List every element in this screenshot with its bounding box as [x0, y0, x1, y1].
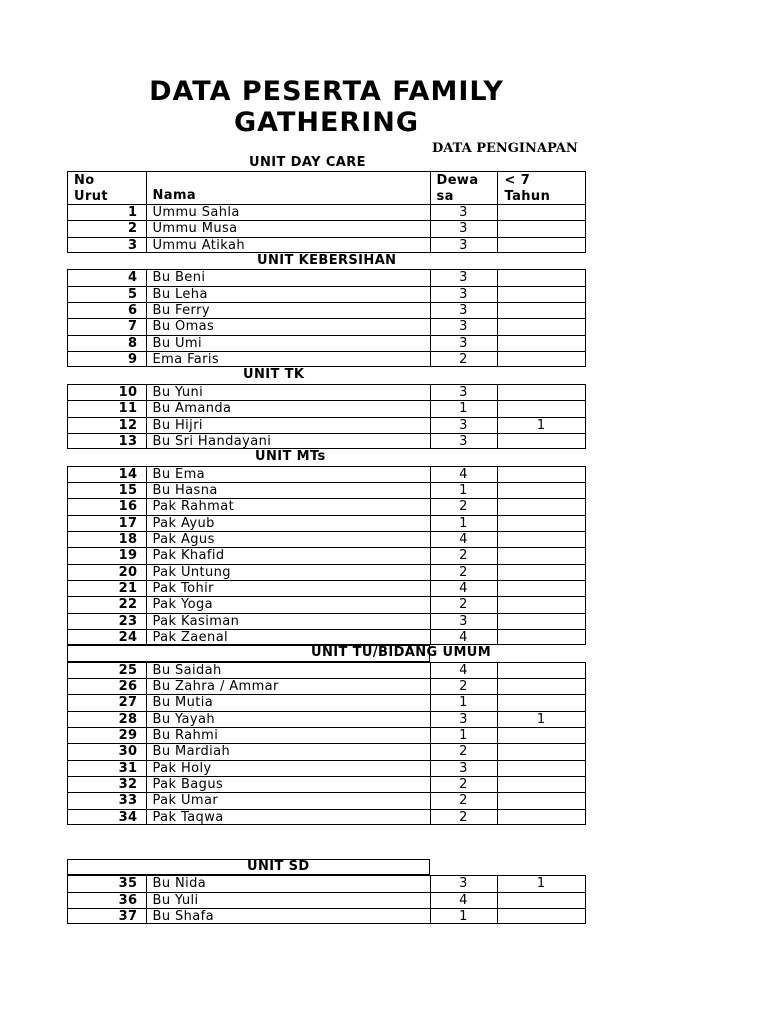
row-number: 2 [67, 220, 146, 236]
child-count [497, 809, 587, 825]
adult-count: 1 [430, 400, 497, 416]
participant-name: Pak Umar [146, 792, 430, 808]
row-number: 3 [67, 237, 146, 253]
document-title: DATA PESERTA FAMILY GATHERING [149, 76, 504, 138]
child-count [497, 269, 587, 285]
row-number: 14 [67, 466, 146, 482]
child-count [497, 727, 587, 743]
adult-count: 3 [430, 711, 497, 727]
adult-count: 2 [430, 809, 497, 825]
child-count [497, 286, 587, 302]
row-number: 10 [67, 384, 146, 400]
child-count [497, 760, 587, 776]
participant-name: Bu Yuni [146, 384, 430, 400]
child-count [497, 220, 587, 236]
participant-name: Bu Saidah [146, 662, 430, 678]
adult-count: 4 [430, 662, 497, 678]
row-number: 17 [67, 515, 146, 531]
adult-count: 3 [430, 302, 497, 318]
row-number: 13 [67, 433, 146, 449]
row-number: 5 [67, 286, 146, 302]
child-count [497, 776, 587, 792]
participant-name: Bu Zahra / Ammar [146, 678, 430, 694]
row-number: 15 [67, 482, 146, 498]
row-number: 11 [67, 400, 146, 416]
child-count [497, 318, 587, 334]
child-count [497, 564, 587, 580]
row-number: 21 [67, 580, 146, 596]
participant-name: Pak Agus [146, 531, 430, 547]
child-count [497, 384, 587, 400]
col-header-child-line1: < 7 [504, 173, 531, 189]
adult-count: 2 [430, 776, 497, 792]
adult-count: 4 [430, 629, 497, 645]
row-number: 19 [67, 547, 146, 563]
participant-name: Bu Hijri [146, 417, 430, 433]
row-number: 1 [67, 204, 146, 220]
participant-name: Bu Amanda [146, 400, 430, 416]
adult-count: 2 [430, 547, 497, 563]
row-number: 18 [67, 531, 146, 547]
unit-label: UNIT TK [243, 367, 305, 383]
adult-count: 2 [430, 678, 497, 694]
adult-count: 3 [430, 417, 497, 433]
participant-name: Pak Holy [146, 760, 430, 776]
participant-name: Ummu Sahla [146, 204, 430, 220]
participant-name: Ummu Atikah [146, 237, 430, 253]
adult-count: 2 [430, 792, 497, 808]
col-header-no-line2: Urut [74, 188, 109, 204]
adult-count: 2 [430, 564, 497, 580]
unit-label: UNIT KEBERSIHAN [257, 253, 397, 269]
child-count [497, 498, 587, 514]
adult-count: 4 [430, 531, 497, 547]
unit-label: UNIT MTs [255, 449, 326, 465]
child-count [497, 613, 587, 629]
child-count [497, 694, 587, 710]
child-count [497, 237, 587, 253]
adult-count: 3 [430, 237, 497, 253]
child-count [497, 678, 587, 694]
row-number: 12 [67, 417, 146, 433]
row-number: 32 [67, 776, 146, 792]
col-header-dewasa [430, 171, 497, 204]
adult-count: 3 [430, 204, 497, 220]
section-subtitle: DATA PENGINAPAN [432, 141, 578, 156]
participant-name: Pak Kasiman [146, 613, 430, 629]
adult-count: 1 [430, 515, 497, 531]
participant-name: Ummu Musa [146, 220, 430, 236]
participant-name: Bu Beni [146, 269, 430, 285]
participant-name: Bu Yayah [146, 711, 430, 727]
adult-count: 2 [430, 351, 497, 367]
adult-count: 4 [430, 892, 497, 908]
row-number: 37 [67, 908, 146, 924]
participant-name: Bu Nida [146, 875, 430, 891]
child-count [497, 515, 587, 531]
participant-name: Bu Leha [146, 286, 430, 302]
unit-label: UNIT SD [247, 859, 310, 875]
unit-label: UNIT DAY CARE [249, 155, 366, 170]
participant-name: Pak Ayub [146, 515, 430, 531]
row-number: 34 [67, 809, 146, 825]
adult-count: 2 [430, 596, 497, 612]
row-number: 36 [67, 892, 146, 908]
child-count [497, 792, 587, 808]
child-count [497, 547, 587, 563]
child-count [497, 596, 587, 612]
participant-name: Pak Bagus [146, 776, 430, 792]
participant-name: Bu Yuli [146, 892, 430, 908]
adult-count: 4 [430, 466, 497, 482]
participant-name: Bu Ferry [146, 302, 430, 318]
participant-name: Pak Rahmat [146, 498, 430, 514]
adult-count: 2 [430, 498, 497, 514]
adult-count: 3 [430, 433, 497, 449]
row-number: 24 [67, 629, 146, 645]
adult-count: 1 [430, 482, 497, 498]
child-count: 1 [497, 417, 587, 433]
child-count [497, 531, 587, 547]
participant-name: Bu Ema [146, 466, 430, 482]
row-number: 30 [67, 743, 146, 759]
row-number: 23 [67, 613, 146, 629]
row-number: 8 [67, 335, 146, 351]
row-number: 9 [67, 351, 146, 367]
child-count: 1 [497, 875, 587, 891]
row-number: 4 [67, 269, 146, 285]
row-number: 22 [67, 596, 146, 612]
row-number: 20 [67, 564, 146, 580]
row-number: 29 [67, 727, 146, 743]
child-count [497, 580, 587, 596]
adult-count: 3 [430, 613, 497, 629]
child-count [497, 351, 587, 367]
child-count [497, 400, 587, 416]
col-header-dewasa-line1: Dewa [436, 173, 479, 189]
adult-count: 1 [430, 694, 497, 710]
participant-name: Pak Zaenal [146, 629, 430, 645]
col-header-child [497, 171, 587, 204]
row-number: 31 [67, 760, 146, 776]
participant-name: Bu Mutia [146, 694, 430, 710]
participant-name: Pak Yoga [146, 596, 430, 612]
row-number: 28 [67, 711, 146, 727]
adult-count: 3 [430, 875, 497, 891]
row-number: 26 [67, 678, 146, 694]
child-count [497, 466, 587, 482]
child-count [497, 662, 587, 678]
participant-name: Pak Khafid [146, 547, 430, 563]
row-number: 35 [67, 875, 146, 891]
row-number: 16 [67, 498, 146, 514]
participant-name: Ema Faris [146, 351, 430, 367]
adult-count: 1 [430, 727, 497, 743]
participant-name: Pak Untung [146, 564, 430, 580]
child-count [497, 302, 587, 318]
participant-name: Bu Shafa [146, 908, 430, 924]
row-number: 33 [67, 792, 146, 808]
participant-name: Pak Tohir [146, 580, 430, 596]
row-number: 6 [67, 302, 146, 318]
child-count [497, 433, 587, 449]
participant-name: Bu Rahmi [146, 727, 430, 743]
child-count [497, 204, 587, 220]
adult-count: 3 [430, 286, 497, 302]
col-header-no-line1: No [74, 173, 95, 189]
participant-name: Bu Hasna [146, 482, 430, 498]
child-count [497, 743, 587, 759]
adult-count: 3 [430, 335, 497, 351]
unit-label: UNIT TU/BIDANG UMUM [311, 645, 492, 661]
adult-count: 3 [430, 384, 497, 400]
adult-count: 3 [430, 220, 497, 236]
participant-name: Bu Sri Handayani [146, 433, 430, 449]
adult-count: 3 [430, 760, 497, 776]
participant-name: Bu Umi [146, 335, 430, 351]
col-header-name: Nama [146, 171, 430, 204]
row-number: 7 [67, 318, 146, 334]
child-count [497, 335, 587, 351]
row-number: 25 [67, 662, 146, 678]
adult-count: 1 [430, 908, 497, 924]
child-count [497, 908, 587, 924]
row-number: 27 [67, 694, 146, 710]
col-header-no [67, 171, 146, 204]
child-count [497, 892, 587, 908]
participant-name: Bu Mardiah [146, 743, 430, 759]
col-header-child-line2: Tahun [504, 188, 551, 204]
adult-count: 3 [430, 318, 497, 334]
adult-count: 2 [430, 743, 497, 759]
participant-name: Pak Taqwa [146, 809, 430, 825]
adult-count: 3 [430, 269, 497, 285]
adult-count: 4 [430, 580, 497, 596]
child-count [497, 629, 587, 645]
child-count [497, 482, 587, 498]
child-count: 1 [497, 711, 587, 727]
col-header-dewasa-line2: sa [436, 188, 454, 204]
participant-name: Bu Omas [146, 318, 430, 334]
